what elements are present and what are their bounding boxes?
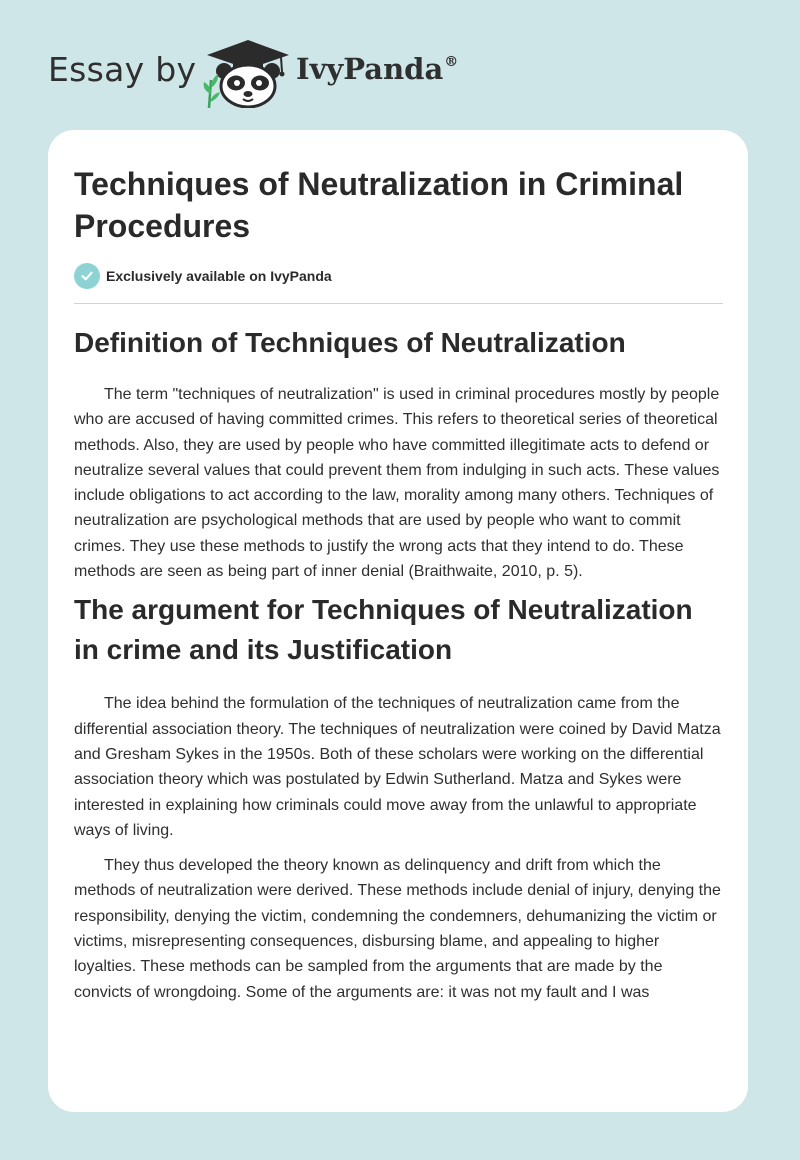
brand-name-text: IvyPanda — [296, 52, 444, 86]
essay-title: Techniques of Neutralization in Criminal Procedures — [74, 166, 684, 244]
panda-graduate-logo-icon[interactable] — [203, 36, 293, 108]
check-icon — [74, 263, 100, 289]
essay-body — [74, 323, 724, 1005]
exclusive-badge — [74, 262, 332, 290]
title-divider — [74, 303, 723, 304]
paragraph: The term "techniques of neutralization" is used in criminal procedures mostly by people who are accused of having committed crimes. This refers to theoretical series of theoretical methods. Also, they are used by people who have committed illegitimate acts to defend or neutralize several values that could prevent them from indulging in such acts. These values include obligations to act according to the law, morality among many others. Techniques of neutralization are psychological methods that are used by people who want to commit crimes. They use these methods to justify the wrong acts that they intend to do. These methods are seen as being part of inner denial (Braithwaite, 2010, p. 5). — [74, 386, 720, 581]
exclusive-label: Exclusively available on IvyPanda — [106, 268, 332, 284]
brand-name[interactable] — [296, 52, 458, 86]
section-heading: Definition of Techniques of Neutralization — [74, 327, 626, 358]
essay-by-label: Essay by — [48, 50, 197, 89]
paragraph: They thus developed the theory known as delinquency and drift from which the methods of neutralization were derived. These methods include denial of injury, denying the responsibility, denying the victim, condemning the condemners, dehumanizing the victim or victims, misrepresenting consequences, disbursing blame, and appealing to higher loyalties. These methods can be sampled from the arguments that are made by the convicts of wrongdoing. Some of the arguments are: it was not my fault and I was — [74, 857, 721, 1001]
paragraph: The idea behind the formulation of the techniques of neutralization came from the differential association theory. The techniques of neutralization were coined by David Matza and Gresham Sykes in the 1950s. Both of these scholars were working on the differential association theory which was postulated by Edwin Sutherland. Matza and Sykes were interested in explaining how criminals could move away from the unlawful to appropriate ways of living. — [74, 695, 721, 839]
section-heading: The argument for Techniques of Neutralization in crime and its Justification — [74, 594, 693, 666]
site-header — [0, 0, 800, 130]
essay-card — [48, 130, 748, 1112]
registered-mark: ® — [444, 54, 459, 70]
